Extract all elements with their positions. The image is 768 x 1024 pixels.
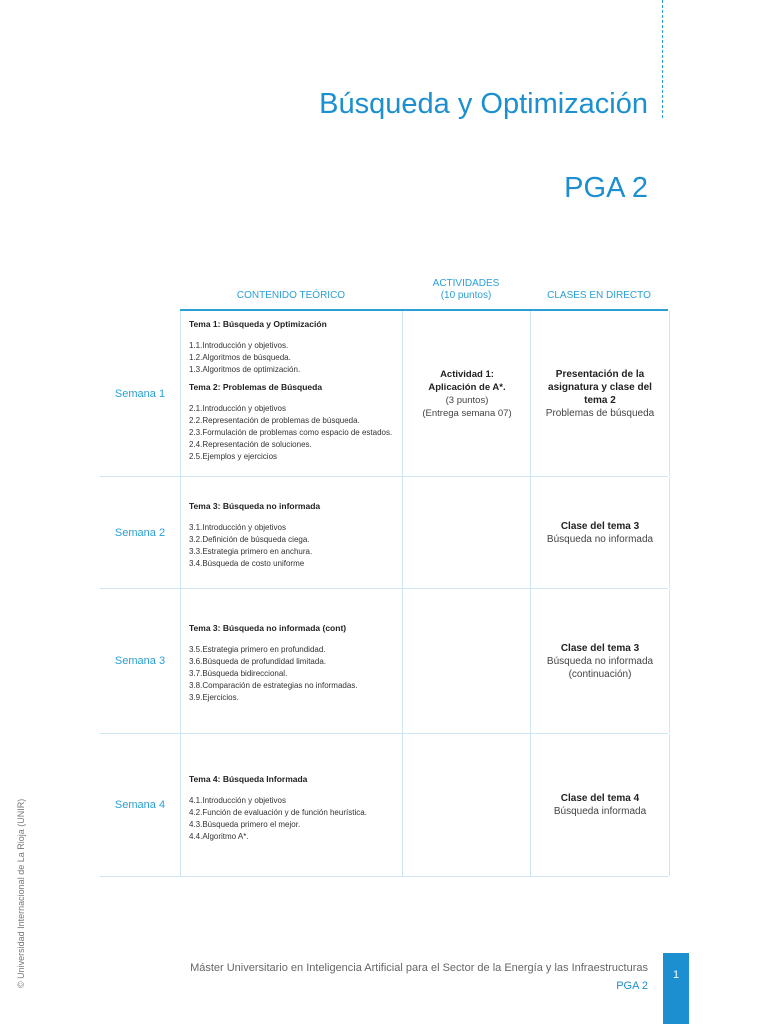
class-title: Clase del tema 3 bbox=[560, 520, 640, 532]
topic-item: 2.5.Ejemplos y ejercicios bbox=[189, 452, 278, 461]
header-classes: CLASES EN DIRECTO bbox=[547, 290, 651, 301]
footer-program: Máster Universitario en Inteligencia Artificial para el Sector de la Energía y las Infraestructuras bbox=[190, 962, 648, 974]
topic-item: 4.4.Algoritmo A*. bbox=[189, 832, 249, 841]
content-cell bbox=[180, 311, 403, 476]
week-label: Semana 3 bbox=[114, 655, 166, 667]
week-label: Semana 2 bbox=[114, 526, 166, 539]
table-row-week-3 bbox=[100, 589, 668, 734]
class-description: Búsqueda no informada bbox=[546, 655, 654, 667]
footer-code: PGA 2 bbox=[616, 980, 648, 992]
topic-items bbox=[189, 644, 395, 704]
topic-items bbox=[189, 403, 395, 463]
class-title: tema 2 bbox=[584, 394, 616, 406]
topic-title: Tema 4: Búsqueda Informada bbox=[189, 774, 308, 784]
page-number: 1 bbox=[672, 969, 680, 981]
activity-points: (3 puntos) bbox=[445, 394, 489, 406]
topic-item: 4.1.Introducción y objetivos bbox=[189, 796, 286, 805]
class-title: Clase del tema 4 bbox=[560, 793, 640, 804]
topic-item: 2.1.Introducción y objetivos bbox=[189, 404, 286, 413]
topic-item: 3.2.Definición de búsqueda ciega. bbox=[189, 535, 310, 544]
topic-title: Tema 1: Búsqueda y Optimización bbox=[189, 319, 327, 329]
header-dotted-rule bbox=[662, 0, 663, 118]
header-content: CONTENIDO TEÓRICO bbox=[236, 290, 346, 301]
class-cell bbox=[530, 589, 670, 733]
header-activities bbox=[402, 278, 530, 302]
header-activities-line2: (10 puntos) bbox=[440, 290, 492, 301]
class-title: asignatura y clase del bbox=[548, 381, 652, 393]
activity-name: Aplicación de A*. bbox=[428, 381, 506, 393]
week-label: Semana 4 bbox=[114, 799, 166, 811]
class-description: Búsqueda informada bbox=[553, 806, 647, 817]
topic-item: 2.4.Representación de soluciones. bbox=[189, 440, 312, 449]
topic-title: Tema 3: Búsqueda no informada (cont) bbox=[189, 623, 347, 633]
topic-title: Tema 2: Problemas de Búsqueda bbox=[189, 382, 323, 392]
class-cell bbox=[530, 734, 670, 876]
topic-item: 3.5.Estrategia primero en profundidad. bbox=[189, 645, 326, 654]
class-cell bbox=[530, 311, 670, 476]
class-title: Clase del tema 3 bbox=[560, 642, 640, 654]
topic-item: 4.2.Función de evaluación y de función heurística. bbox=[189, 808, 367, 817]
week-label: Semana 1 bbox=[114, 387, 166, 400]
activity-title: Actividad 1: bbox=[440, 368, 494, 380]
page-number-tab bbox=[663, 953, 689, 1024]
table-row-week-2 bbox=[100, 477, 668, 589]
topic-items bbox=[189, 340, 395, 376]
document-title: Búsqueda y Optimización bbox=[319, 88, 648, 120]
content-cell bbox=[180, 734, 403, 876]
topic-item: 2.3.Formulación de problemas como espacio de estados. bbox=[189, 428, 393, 437]
table-row-week-1 bbox=[100, 311, 668, 477]
topic-item: 1.2.Algoritmos de búsqueda. bbox=[189, 353, 291, 362]
topic-item: 3.7.Búsqueda bidireccional. bbox=[189, 669, 288, 678]
topic-item: 3.1.Introducción y objetivos bbox=[189, 523, 286, 532]
topic-item: 3.8.Comparación de estrategias no informadas. bbox=[189, 681, 358, 690]
content-cell bbox=[180, 589, 403, 733]
topic-item: 4.3.Búsqueda primero el mejor. bbox=[189, 820, 301, 829]
topic-item: 3.3.Estrategia primero en anchura. bbox=[189, 547, 313, 556]
activity-cell bbox=[402, 311, 531, 476]
class-cell bbox=[530, 477, 670, 588]
copyright-notice: © Universidad Internacional de La Rioja (UNIR) bbox=[16, 798, 26, 988]
topic-item: 2.2.Representación de problemas de búsqueda. bbox=[189, 416, 360, 425]
topic-item: 3.9.Ejercicios. bbox=[189, 693, 239, 702]
header-activities-line1: ACTIVIDADES bbox=[432, 278, 500, 289]
class-description: (continuación) bbox=[568, 668, 632, 680]
document-subtitle: PGA 2 bbox=[564, 172, 648, 204]
class-description: Problemas de búsqueda bbox=[545, 407, 655, 419]
schedule-table bbox=[100, 276, 668, 877]
table-row-week-4 bbox=[100, 734, 668, 877]
topic-item: 3.6.Búsqueda de profundidad limitada. bbox=[189, 657, 326, 666]
topic-items bbox=[189, 522, 395, 570]
topic-item: 1.3.Algoritmos de optimización. bbox=[189, 365, 301, 374]
activity-cell bbox=[402, 589, 531, 733]
table-header bbox=[180, 276, 668, 311]
activity-delivery: (Entrega semana 07) bbox=[422, 407, 512, 419]
topic-item: 3.4.Búsqueda de costo uniforme bbox=[189, 559, 305, 568]
topic-items bbox=[189, 795, 395, 843]
activity-cell bbox=[402, 477, 531, 588]
class-title: Presentación de la bbox=[555, 368, 645, 380]
topic-item: 1.1.Introducción y objetivos. bbox=[189, 341, 289, 350]
content-cell bbox=[180, 477, 403, 588]
class-description: Búsqueda no informada bbox=[546, 533, 654, 545]
topic-title: Tema 3: Búsqueda no informada bbox=[189, 501, 321, 511]
activity-cell bbox=[402, 734, 531, 876]
